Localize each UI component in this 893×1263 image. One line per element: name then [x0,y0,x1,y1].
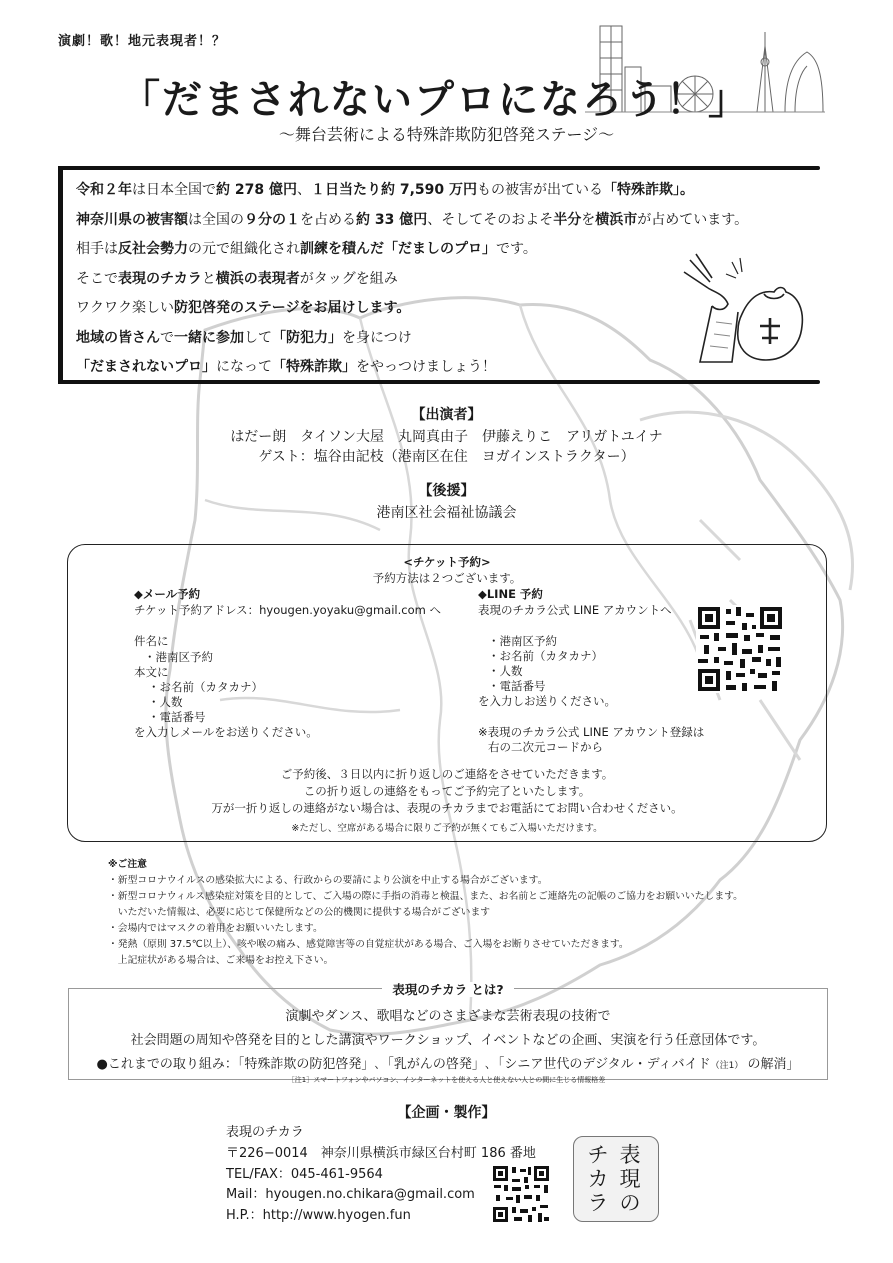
mail-address-line[interactable]: チケット予約アドレス：hyougen.yoyaku@gmail.com へ [134,603,441,617]
notes-item: ・新型コロナウィルス感染症対策を目的として、ご入場の際に手指の消毒と検温、また、お名前とご連絡先の記帳のご協力をお願いいたします。 [108,891,743,902]
notes-item: ・会場内ではマスクの着用をお願いいたします。 [108,923,323,934]
intro-line-4: そこで表現のチカラと横浜の表現者がタッグを組み [76,270,398,287]
about-line-1: 演劇やダンス、歌唱などのさまざまな芸術表現の技術で [285,1009,611,1024]
mail-subject-value: ・港南区予約 [144,650,213,664]
notes-item: 上記症状がある場合は、ご来場をお控え下さい。 [108,955,334,966]
intro-line-2: 神奈川県の被害額は全国の９分の１を占める約 33 億円、そしてそのおよそ半分を横浜市が占めています。 [76,211,749,228]
intro-left-rule [58,166,63,384]
intro-line-7: 「だまされないプロ」になって「特殊詐欺」をやっつけましょう！ [76,359,496,375]
production-mail[interactable]: Mail：hyougen.no.chikara@gmail.com [226,1187,475,1203]
support-heading: 【後援】 [418,483,475,499]
production-heading: 【企画・製作】 [397,1105,496,1121]
performers-heading: 【出演者】 [411,407,482,423]
ticket-methods: 予約方法は２つございます。 [372,571,522,585]
intro-line-1: 令和２年は日本全国で約 278 億円、１日当たり約 7,590 万円もの被害が出ている「特殊詐欺」。 [76,182,695,198]
line-note-1: ※表現のチカラ公式 LINE アカウント登録は [478,725,705,739]
qr-code-icon[interactable] [492,1165,550,1223]
intro-line-3: 相手は反社会勢力の元で組織化され訓練を積んだ「だましのプロ」です。 [76,241,537,257]
mail-item-phone: ・電話番号 [148,710,206,724]
production-org: 表現のチカラ [226,1125,304,1140]
performers-guest: ゲスト：塩谷由記枝（港南区在住 ヨガインストラクター） [258,449,635,465]
performers-names: はだー朗 タイソン大屋 丸岡真由子 伊藤えりこ アリガトユイナ [230,429,663,445]
tagline: 演劇！歌！地元表現者！？ [58,34,227,49]
intro-line-6: 地域の皆さんで一緒に参加して「防犯力」を身につけ [76,329,412,346]
mail-closing: を入力しメールをお送りください。 [134,725,318,739]
qr-code-icon[interactable] [696,605,784,693]
mail-item-name: ・お名前（カタカナ） [148,680,263,694]
line-item-phone: ・電話番号 [488,679,546,693]
performers-section [0,404,893,467]
about-footnote: ［注1］スマートフォンやパソコン、インターネットを使える人と使えない人との間に生じる情報格差 [287,1076,606,1084]
line-item-area: ・港南区予約 [488,634,557,648]
intro-line-5: ワクワク楽しい防犯啓発のステージをお届けします。 [76,300,411,316]
about-box [68,982,828,1080]
production-address: 〒226−0014 神奈川県横浜市緑区台村町 186 番地 [226,1145,536,1161]
about-line-2: 社会問題の周知や啓発を目的とした講演やワークショップ、イベントなどの企画、実演を行う任意団体です。 [130,1033,766,1048]
ticket-footnote: ※ただし、空席がある場合に限りご予約が無くてもご入場いただけます。 [291,823,603,834]
production-contact [226,1123,536,1227]
mail-subject-label: 件名に [134,634,169,648]
logo-col-1: 表 現 の [619,1143,641,1215]
main-title: 「だまされないプロになろう！」 [120,77,750,123]
notes-section [108,857,743,969]
notes-item: ・発熱（原則 37.5℃以上）、咳や喉の痛み、感覚障害等の自覚症状がある場合、ご入場をお断りさせていただきます。 [108,939,629,950]
mail-reservation-heading: ◆メール予約 [134,587,201,601]
ticket-after-1: ご予約後、３日以内に折り返しのご連絡をさせていただきます。 [280,767,614,781]
line-closing: を入力しお送りください。 [478,694,616,708]
notes-item: いただいた情報は、必要に応じて保健所などの公的機関に提供する場合がございます [108,907,491,918]
line-reservation-heading: ◆LINE 予約 [478,587,543,601]
about-line-3: ●これまでの取り組み：「特殊詐欺の防犯啓発」､「乳がんの啓発」､「シニア世代のデジタル・ディバイド（注1） の解消」 [96,1057,800,1072]
line-account-line: 表現のチカラ公式 LINE アカウントへ [478,603,672,617]
production-tel: TEL/FAX：045-461-9564 [226,1166,383,1182]
line-item-name: ・お名前（カタカナ） [488,649,603,663]
subtitle: 〜舞台芸術による特殊詐欺防犯啓発ステージ〜 [278,125,615,144]
notes-heading: ※ご注意 [108,859,147,870]
logo-mark [573,1136,659,1222]
support-org: 港南区社会福祉協議会 [376,505,517,521]
about-title: 表現のチカラ とは? [382,982,513,997]
mail-item-count: ・人数 [148,695,183,709]
production-hp[interactable]: H.P.：http://www.hyogen.fun [226,1208,411,1224]
ticket-after-2: この折り返しの連絡をもってご予約完了といたします。 [303,784,591,798]
ticket-heading: <チケット予約> [403,555,491,569]
ticket-reservation-box [67,544,827,842]
ticket-after-3: 万が一折り返しの連絡がない場合は、表現のチカラまでお電話にてお問い合わせください。 [211,801,683,815]
money-bag-illustration [680,252,808,370]
line-note-2: 右の二次元コードから [488,740,603,754]
line-item-count: ・人数 [488,664,523,678]
support-section [0,480,893,523]
intro-top-rule [58,166,820,170]
notes-item: ・新型コロナウイルスの感染拡大による、行政からの要請により公演を中止する場合がございます。 [108,875,548,886]
logo-col-2: チ カ ラ [587,1143,609,1215]
mail-body-label: 本文に [134,665,169,679]
